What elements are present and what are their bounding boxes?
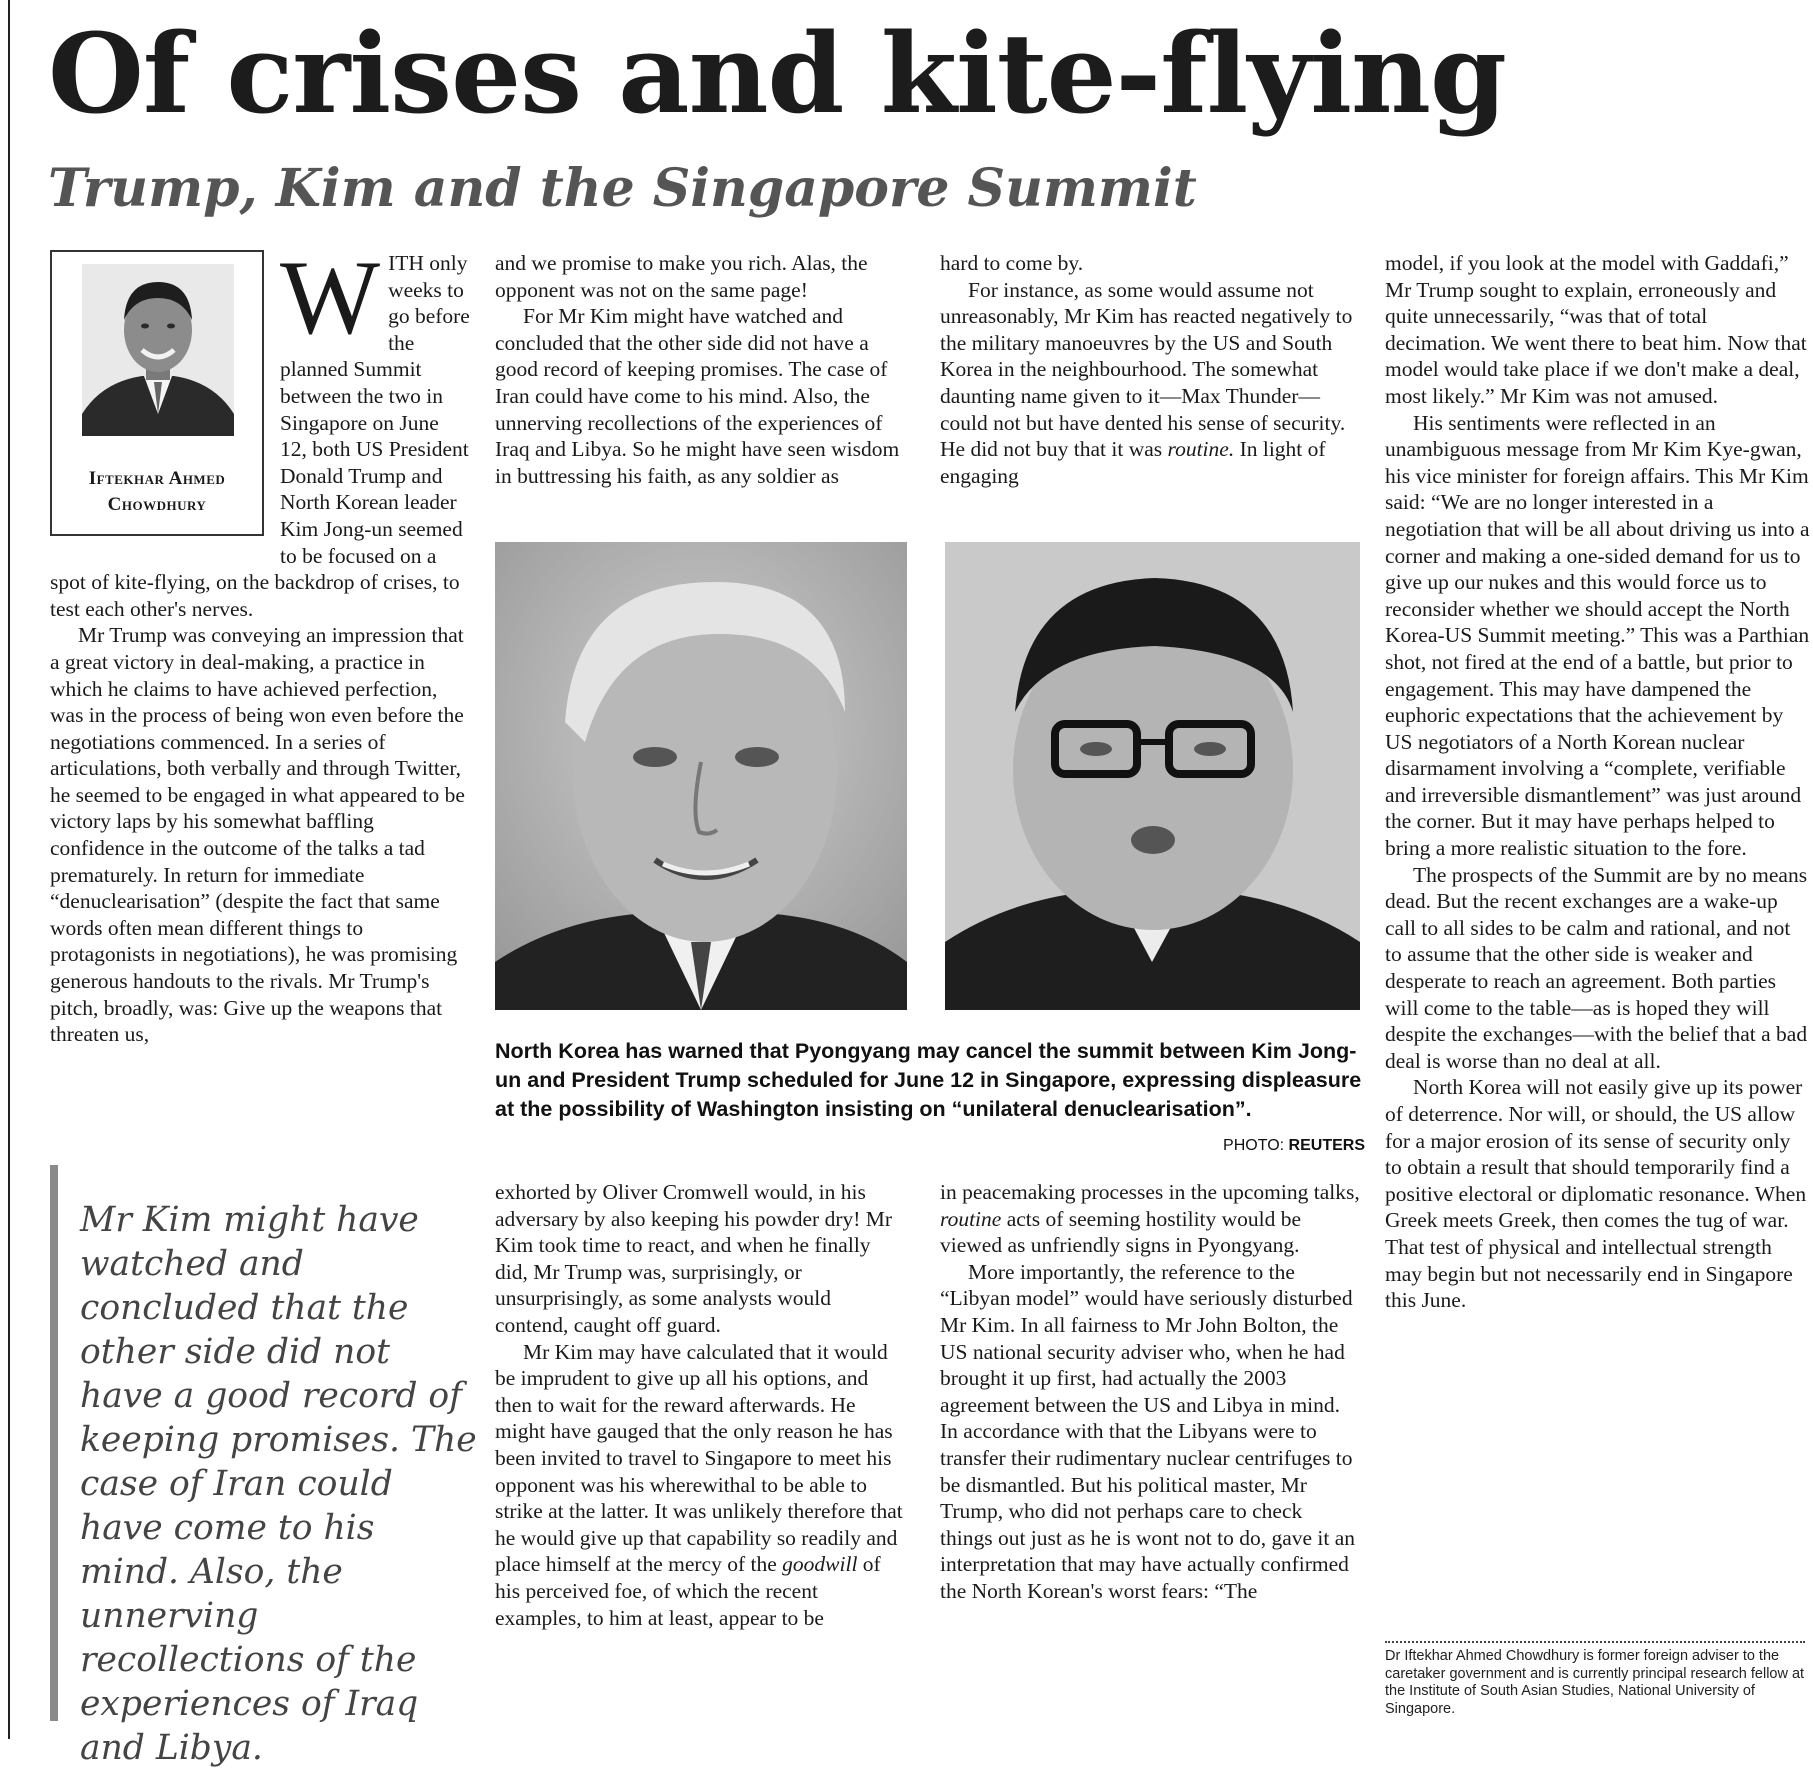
column3-top-emphasis: routine. (1167, 437, 1235, 462)
column2-bottom-emphasis: goodwill (782, 1552, 858, 1577)
photo-trump (495, 542, 907, 1010)
column1-paragraph-1: ITH only weeks to go before the planned Summit between the two in Singapore on June 12, both US President Donald Trump and North Korean leader Kim Jong-un seemed to be focused on a spot of kite-flying, on the backdrop of crises, to test each other's nerves. (50, 251, 470, 621)
column-4 (1385, 250, 1810, 1634)
column3-top-text-a: For instance, as some would assume not unreasonably, Mr Kim has reacted negatively to the military manoeuvres by the US and South Korea in the neighbourhood. The somewhat daunting name given to it—Max Thunder—could not but have dented his sense of security. He did not buy that it was (940, 277, 1353, 462)
column1-paragraph-2: Mr Trump was conveying an impression that a great victory in deal-making, a practice in which he claims to have achieved perfection, was in the process of being won even before the negotiations commenced. In a series of articulations, both verbally and through Twitter, he seemed to be engaged in what appeared to be victory laps by his somewhat baffling confidence in the outcome of the talks a tad prematurely. In return for immediate “denuclearisation” (despite the fact that same words often mean different things to protagonists in negotiations), he was promising generous handouts to the rivals. Mr Trump's pitch, broadly, was: Give up the weapons that threaten us, (50, 623, 465, 1047)
column-1 (50, 250, 470, 1145)
column-2-bottom (495, 1179, 905, 1719)
column2-bottom-paragraph-1: exhorted by Oliver Cromwell would, in his adversary by also keeping his powder dry! Mr Kim took time to react, and when he finally did, Mr Trump was, surprisingly, or unsurprisingly, as some analysts would contend, caught off guard. (495, 1180, 893, 1337)
photo-kim (945, 542, 1360, 1010)
column4-paragraph-3: The prospects of the Summit are by no means dead. But the recent exchanges are a wake-up call to all sides to be calm and rational, and not to assume that the other side is weaker and desperate to reach an agreement. Both parties will come to the table—as is hoped they will despite the exchanges—with the belief that a bad deal is worse than no deal at all. (1385, 862, 1808, 1073)
author-box-spacer (50, 250, 280, 562)
kim-portrait-image (945, 542, 1360, 1010)
trump-portrait-image (495, 542, 907, 1010)
photo-credit-source: REUTERS (1288, 1137, 1365, 1154)
column2-top-paragraph-1: and we promise to make you rich. Alas, the opponent was not on the same page! (495, 251, 868, 302)
column4-paragraph-1: model, if you look at the model with Gaddafi,” Mr Trump sought to explain, erroneously and quite unnecessarily, “was that of total decimation. We went there to beat him. Now that model would take place if we don't make a deal, most likely.” Mr Kim was not amused. (1385, 251, 1807, 408)
column4-paragraph-4: North Korea will not easily give up its power of deterrence. Nor will, or should, the US allow for a major erosion of its sense of security only to obtain a result that should temporarily find a positive electoral or diplomatic resonance. When Greek meets Greek, then comes the tug of war. That test of physical and intellectual strength may begin but not necessarily end in Singapore this June. (1385, 1075, 1807, 1313)
headline: Of crises and kite-flying (48, 9, 1506, 138)
photo-caption: North Korea has warned that Pyongyang may cancel the summit between Kim Jong-un and President Trump scheduled for June 12 in Singapore, expressing displeasure at the possibility of Washington insisting on “unilateral denuclearisation”. (495, 1039, 1362, 1121)
subheadline: Trump, Kim and the Singapore Summit (48, 158, 1197, 219)
photo-credit-label: PHOTO: (1223, 1137, 1289, 1154)
column3-top-text-b: In light of engaging (940, 437, 1326, 488)
column-3-top (940, 250, 1360, 520)
author-name-line2: Chowdhury (107, 494, 207, 515)
column3-bottom-emphasis: routine (940, 1206, 1002, 1231)
column3-bottom-text-a: in peacemaking processes in the upcoming talks, (940, 1180, 1360, 1204)
column2-top-paragraph-2: For Mr Kim might have watched and concluded that the other side did not have a good record of keeping promises. The case of Iran could have come to his mind. Also, the unnerving recollections of the experiences of Iraq and Libya. So he might have seen wisdom in buttressing his faith, as any soldier as (495, 304, 900, 488)
author-name-line1: Iftekhar Ahmed (88, 468, 226, 489)
column3-bottom-paragraph-2: More importantly, the reference to the “Libyan model” would have seriously disturbed Mr Kim. In all fairness to Mr John Bolton, the US national security adviser who, when he had brought it up first, had actually the 2003 agreement between the US and Libya in mind. In accordance with that the Libyans were to transfer their rudimentary nuclear centrifuges to be dismantled. But his political master, Mr Trump, who did not perhaps care to check things out just as he is wont not to do, gave it an interpretation that may have actually confirmed the North Korean's worst fears: “The (940, 1259, 1356, 1603)
drop-cap: W (280, 250, 381, 356)
column3-top-paragraph-2 (940, 277, 1360, 490)
author-bio: Dr Iftekhar Ahmed Chowdhury is former foreign adviser to the caretaker government and is currently principal research fellow at the Institute of South Asian Studies, National University of Singapore. (1385, 1648, 1805, 1717)
column2-bottom-text-b: of his perceived foe, of which the recent examples, to him at least, appear to be (495, 1552, 881, 1630)
column2-bottom-text-a: Mr Kim may have calculated that it would be imprudent to give up all his options, and then to wait for the reward afterwards. He might have gauged that the only reason he has been invited to travel to Singapore to meet his opponent was his wherewithal to be able to strike at the latter. It was unlikely therefore that he would give up that capability so readily and place himself at the mercy of the (495, 1339, 903, 1577)
column3-top-paragraph-1: hard to come by. (940, 251, 1084, 275)
pull-quote-bar (50, 1165, 58, 1721)
left-margin-rule (8, 0, 10, 1739)
column4-paragraph-2: His sentiments were reflected in an unambiguous message from Mr Kim Kye-gwan, his vice minister for foreign affairs. This Mr Kim said: “We are no longer interested in a negotiation that will be all about driving us into a corner and making a one-sided demand for us to give up our nukes and this would force us to reconsider whether we should accept the North Korea-US Summit meeting.” This was a Parthian shot, not fired at the end of a battle, but prior to engagement. This may have dampened the euphoric expectations that the achievement by US negotiators of a North Korean nuclear disarmament involving a “complete, verifiable and irreversible dismantlement” was just around the corner. But it may have perhaps helped to bring a more realistic situation to the fore. (1385, 410, 1810, 861)
column-2-top (495, 250, 905, 520)
column3-bottom-paragraph-1 (940, 1179, 1360, 1259)
photo-credit (1195, 1137, 1365, 1155)
column2-bottom-paragraph-2 (495, 1339, 905, 1632)
column3-bottom-text-b: acts of seeming hostility would be viewed as unfriendly signs in Pyongyang. (940, 1206, 1302, 1258)
pull-quote: Mr Kim might have watched and concluded that the other side did not have a good record of keeping promises. The case of Iran could have come to his mind. Also, the unnerving recollections of the experiences of Iraq and Libya. (80, 1200, 477, 1768)
column-3-bottom (940, 1179, 1360, 1719)
bio-separator (1385, 1641, 1805, 1643)
